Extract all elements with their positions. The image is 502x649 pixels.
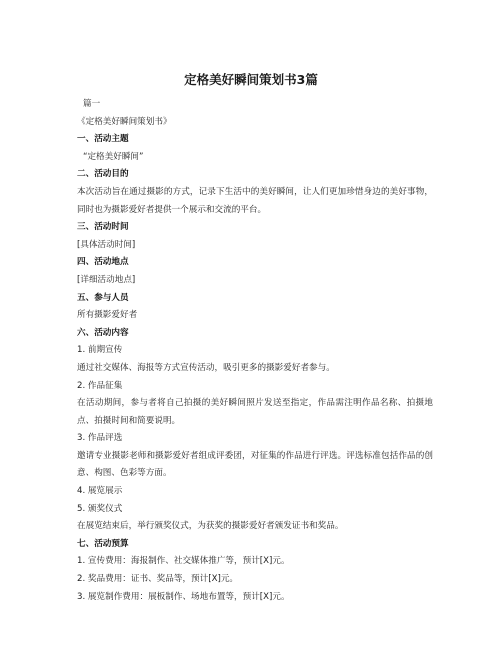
content-item-2-text: 在活动期间，参与者将自己拍摄的美好瞬间照片发送至指定，作品需注明作品名称、拍摄地点、拍摄时间和简要说明。: [77, 398, 433, 426]
people-text: 所有摄影爱好者: [77, 310, 138, 321]
plan-title: 《定格美好瞬间策划书》: [77, 116, 172, 127]
budget-heading: 七、活动预算: [77, 538, 129, 549]
content-heading: 六、活动内容: [77, 327, 129, 338]
time-heading: 三、活动时间: [77, 222, 129, 233]
time-text: [具体活动时间]: [77, 239, 136, 250]
content-item-4: 4. 展览展示: [77, 486, 123, 497]
place-heading: 四、活动地点: [77, 257, 129, 268]
place-text: [详细活动地点]: [77, 274, 136, 285]
content-item-3-text: 邀请专业摄影老师和摄影爱好者组成评委团，对征集的作品进行评选。评选标准包括作品的创意、构图、色彩等方面。: [77, 450, 433, 479]
budget-item-2: 2. 奖品费用：证书、奖品等，预计[X]元。: [77, 574, 239, 585]
part-label: 篇一: [83, 99, 101, 109]
content-item-5-text: 在展览结束后，举行颁奖仪式，为获奖的摄影爱好者颁发证书和奖品。: [77, 521, 344, 532]
content-item-1: 1. 前期宣传: [77, 345, 123, 356]
content-item-3: 3. 作品评选: [77, 433, 123, 444]
theme-heading: 一、活动主题: [77, 134, 129, 145]
content-item-1-text: 通过社交媒体、海报等方式宣传活动，吸引更多的摄影爱好者参与。: [77, 362, 335, 373]
document-body: [77, 96, 433, 606]
purpose-heading: 二、活动目的: [77, 169, 129, 180]
people-heading: 五、参与人员: [77, 292, 129, 303]
content-item-5: 5. 颁奖仪式: [77, 503, 123, 514]
budget-item-3: 3. 展览制作费用：展板制作、场地布置等，预计[X]元。: [77, 591, 290, 602]
theme-text: “定格美好瞬间”: [83, 151, 144, 162]
purpose-text: 本次活动旨在通过摄影的方式，记录下生活中的美好瞬间，让人们更加珍惜身边的美好事物，同时也为摄影爱好者提供一个展示和交流的平台。: [77, 186, 433, 215]
document-title: 定格美好瞬间策划书3篇: [184, 72, 318, 87]
budget-item-1: 1. 宣传费用：海报制作、社交媒体推广等，预计[X]元。: [77, 556, 290, 567]
content-item-2: 2. 作品征集: [77, 380, 123, 391]
